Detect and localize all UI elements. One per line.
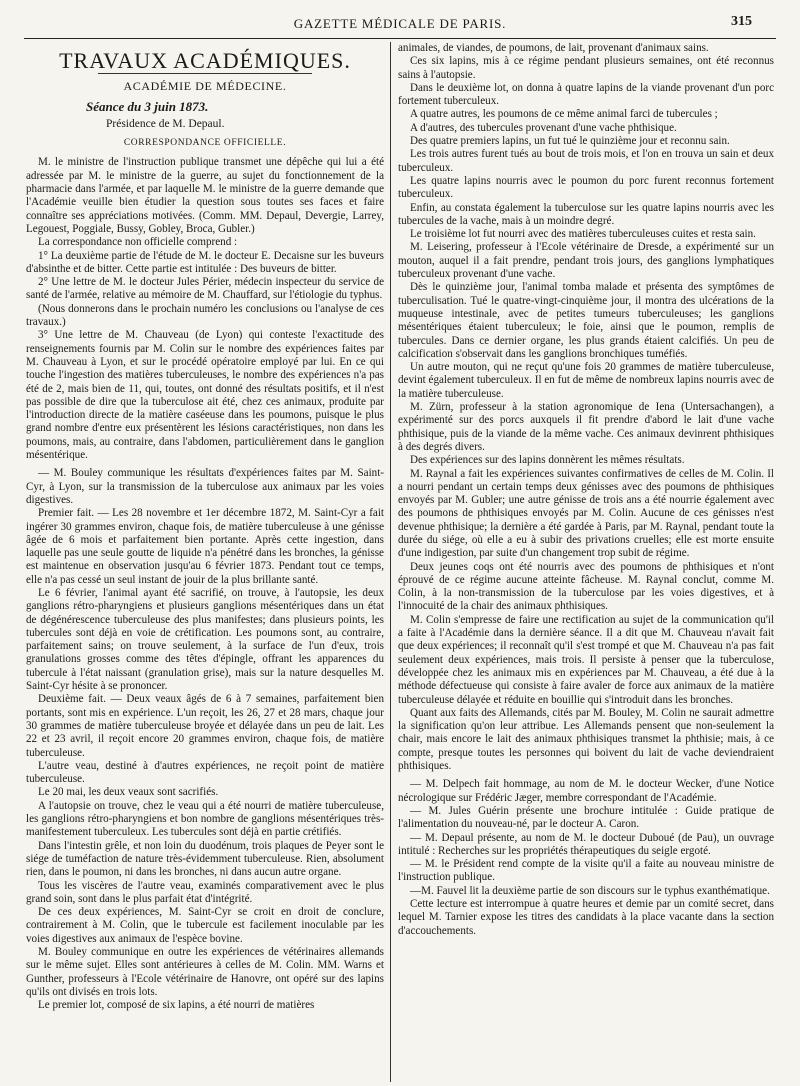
- paragraph: A l'autopsie on trouve, chez le veau qui a été nourri de matière tuberculeuse, les ganglions rétro-pharyngiens et bon nombre de ganglions mésentériques très-manifestement tuberculeux. Les tubercules sont déjà en partie crétifiés.: [26, 799, 384, 839]
- paragraph: Tous les viscères de l'autre veau, examinés comparativement avec le plus grand soin, sont dans le plus parfait état d'intégrité.: [26, 879, 384, 905]
- running-title: GAZETTE MÉDICALE DE PARIS.: [293, 16, 507, 31]
- paragraph: M. le ministre de l'instruction publique transmet une dépêche qui lui a été adressée par M. le ministre de la guerre, au sujet du fonctionnement de la pharmacie dans l'armée, et par laquelle M. le ministre de la guerre demande que l'Académie veuille bien étudier la question sous toutes ses faces et faire connaître ses appréciations motivées. (Comm. MM. Depaul, Devergie, Larrey, Legouest, Poggiale, Bussy, Gobley, Broca, Gubler.): [26, 156, 384, 235]
- paragraph: 3° Une lettre de M. Chauveau (de Lyon) qui conteste l'exactitude des renseignements fournis par M. Colin sur le nombre des expériences faites par M. Chauveau à Lyon, et sur le procédé opératoire employé par lui. En ce qui touche l'ingestion des matières tuberculeuses, le nombre des expériences n'a pas été de 2, mais bien de 11, qui, toutes, ont donné des résultats positifs, et il n'est pas possible de dire que la tuberculose ait été, chez ces animaux, produite par l'introduction directe de la matière caséeuse dans les poumons, puisque le plus grand nombre d'entre eux présentèrent les lésions caractéristiques, non dans les poumons, mais, au contraire, dans l'abdomen, particulièrement dans le ganglion mésentérique.: [26, 329, 384, 462]
- paragraph: 2° Une lettre de M. le docteur Jules Périer, médecin inspecteur du service de santé de l'armée, relative au mémoire de M. Chauffard, sur l'étiologie du typhus.: [26, 276, 384, 302]
- academy-heading: ACADÉMIE DE MÉDECINE.: [123, 79, 287, 94]
- paragraph: Le troisième lot fut nourri avec des matières tuberculeuses cuites et resta sain.: [410, 228, 756, 241]
- paragraph: Quant aux faits des Allemands, cités par M. Bouley, M. Colin ne saurait admettre la signification qu'on leur attribue. Les Allemands pensent que non-seulement la chair, mais encore le lait des animaux phthisiques transmet la phthisie; mais, à ce compte, presque toutes les personnes qui boivent du lait de vache deviendraient phthisiques.: [398, 706, 774, 773]
- presidency-line: Présidence de M. Depaul.: [106, 117, 225, 130]
- paragraph: A d'autres, des tubercules provenant d'une vache phthisique.: [410, 121, 677, 134]
- paragraph: M. Colin s'empresse de faire une rectification au sujet de la communication qu'il a faite à l'Académie dans la dernière séance. Il a dit que M. Chauveau n'avait fait que deux expériences; il reconnaît qu'il s'est trompé et que M. Chauveau n'a pas fait seulement deux expériences, mais trois. Il persiste à penser que la tuberculose, développée chez les animaux mis en expériences par M. Chauveau, a été due à la méthode défectueuse qui consiste à faire avaler de force aux animaux de la matière tuberculeuse délayée et réduite en bouillie qui s'introduit dans les bronches.: [398, 613, 774, 706]
- paragraph: La correspondance non officielle comprend :: [38, 236, 238, 249]
- paragraph: — M. Jules Guérin présente une brochure intitulée : Guide pratique de l'alimentation du nouveau-né, par le docteur A. Caron.: [398, 804, 774, 831]
- paragraph: Enfin, au constata également la tuberculose sur les quatre lapins nourris avec les tubercules de la vache, mais à un moindre degré.: [398, 201, 774, 227]
- session-date: Séance du 3 juin 1873.: [86, 98, 209, 114]
- paragraph: — M. le Président rend compte de la visite qu'il a faite au nouveau ministre de l'instruction publique.: [398, 858, 774, 884]
- paragraph: Un autre mouton, qui ne reçut qu'une fois 20 grammes de matière tuberculeuse, devint également tuberculeux. Il en fut de même de nombreux lapins nourris avec de la matière tuberculeuse.: [398, 361, 774, 400]
- paragraph: Dès le quinzième jour, l'animal tomba malade et présenta des symptômes de tuberculisation. Tué le quatre-vingt-cinquième jour, il montra des ulcérations de la muqueuse intestinale, avec de petites tumeurs tuberculeuses; les ganglions mésentériques étaient tuberculeux; le foie, ainsi que le poumon, remplis de tubercules. Dans ce dernier organe, les plus grands étaient calcifiés. Un peu de calcification s'observait dans les ganglions bronchiques tuméfiés.: [398, 281, 774, 360]
- paragraph: Des quatre premiers lapins, un fut tué le quinzième jour et reconnu sain.: [410, 135, 730, 148]
- paragraph: Le 20 mai, les deux veaux sont sacrifiés.: [38, 786, 219, 799]
- correspondence-heading: CORRESPONDANCE OFFICIELLE.: [123, 138, 287, 149]
- paragraph: Premier fait. — Les 28 novembre et 1er décembre 1872, M. Saint-Cyr a fait ingérer 30 grammes environ, chaque fois, de matière tuberculeuse à une génisse âgée de 6 mois et parfaitement bien portante. Après cette ingestion, dans laquelle pas une seule goutte de liquide n'a pénétré dans les bronches, la génisse est maintenue en observation jusqu'au 6 février 1873. Pendant tout ce temps, elle n'a pas cessé un seul instant de jouir de la plus brillante santé.: [26, 507, 384, 586]
- paragraph: (Nous donnerons dans le prochain numéro les conclusions ou l'analyse de ces travaux.): [26, 302, 384, 329]
- paragraph: Deux jeunes coqs ont été nourris avec des poumons de phthisiques et n'ont éprouvé de ce régime aucune atteinte fâcheuse. M. Raynal conclut, comme M. Colin, à la non-transmission de la tuberculose par les voies digestives, et à l'innocuité de la chair des animaux phthisiques.: [398, 560, 774, 613]
- header-rule: [24, 38, 776, 39]
- paragraph: 1° La deuxième partie de l'étude de M. le docteur E. Decaisne sur les buveurs d'absinthe et de bitter. Cette partie est intitulée : Des buveurs de bitter.: [26, 249, 384, 275]
- page-header: [0, 0, 800, 44]
- paragraph: — M. Depaul présente, au nom de M. le docteur Duboué (de Pau), un ouvrage intitulé : Recherches sur les propriétés thérapeutiques du seigle ergoté.: [398, 831, 774, 857]
- paragraph: M. Zürn, professeur à la station agronomique de Iena (Untersachangen), a expérimenté sur des porcs auxquels il fit prendre d'abord le lait d'une vache phthisique, puis de la viande de la même vache. Ces animaux devinrent phthisiques à des degrés divers.: [398, 401, 774, 453]
- paragraph: M. Bouley communique en outre les expériences de vétérinaires allemands sur le même sujet. Elles sont antérieures à celles de M. Colin. MM. Warns et Gunther, professeurs à l'Ecole vétérinaire de Hanovre, ont opéré sur des lapins qu'ils ont divisés en trois lots.: [26, 946, 384, 998]
- paragraph: M. Raynal a fait les expériences suivantes confirmatives de celles de M. Colin. Il a nourri pendant un certain temps deux génisses avec des poumons de phthisiques envoyés par M. Gubler; une autre génisse de trois ans a été nourrie également avec des poumons de phthisiques envoyés par M. Colin. Aucune de ces génisses n'est devenue phthisique; la dernière a été gardée à Paris, par M. Raynal, pendant toute la durée du siége, où elle a eu à subir des privations cruelles; elle est morte ensuite d'une indigestion, par suite d'un changement trop subit de régime.: [398, 467, 774, 560]
- paragraph: L'autre veau, destiné à d'autres expériences, ne reçoit point de matière tuberculeuse.: [26, 759, 384, 786]
- title-rule: [98, 73, 313, 74]
- section-title: TRAVAUX ACADÉMIQUES.: [59, 48, 351, 73]
- paragraph: Dans le deuxième lot, on donna à quatre lapins de la viande provenant d'un porc fortement tuberculeux.: [398, 81, 774, 108]
- right-column: [398, 42, 774, 1082]
- page-number: 315: [731, 14, 752, 29]
- paragraph: Dans l'intestin grêle, et non loin du duodénum, trois plaques de Peyer sont le siége de tuméfaction de nature très-évidemment tuberculeuse. Rien, absolument rien, dans le poumon, ni dans les bronches, ni dans aucun autre organe.: [26, 839, 384, 879]
- paragraph: Les trois autres furent tués au bout de trois mois, et l'on en trouva un sain et deux tuberculeux.: [398, 148, 774, 174]
- paragraph: animales, de viandes, de poumons, de lait, provenant d'animaux sains.: [398, 42, 709, 54]
- paragraph: Ces six lapins, mis à ce régime pendant plusieurs semaines, ont été reconnus sains à l'autopsie.: [398, 55, 774, 81]
- paragraph: A quatre autres, les poumons de ce même animal farci de tubercules ;: [410, 108, 718, 121]
- paragraph: Deuxième fait. — Deux veaux âgés de 6 à 7 semaines, parfaitement bien portants, sont mis en expérience. L'un reçoit, les 26, 27 et 28 mars, chaque jour 30 grammes de matière tuberculeuse broyée et délayée dans un peu de lait. Les 22 et 23 avril, il reçoit encore 20 grammes environ, chaque fois, de matière tuberculeuse.: [26, 693, 384, 759]
- paragraph: M. Leisering, professeur à l'Ecole vétérinaire de Dresde, a expérimenté sur un mouton, auquel il a fait prendre, pendant trois jours, des ganglions lymphatiques tuberculeux provenant d'une vache.: [398, 241, 774, 281]
- paragraph: Le 6 février, l'animal ayant été sacrifié, on trouve, à l'autopsie, les deux ganglions rétro-pharyngiens et plusieurs ganglions mésentériques dans un état de dégénérescence tuberculeuse des plus manifestes; dans plusieurs points, les tubercules sont déjà en voie de crétification. Les poumons sont, au contraire, parfaitement sains; on trouve seulement, à la surface de l'un d'eux, trois granulations grosses comme des têtes d'épingle, offrant les apparences du tubercule à l'état naissant (granulation grise), mais sur la nature desquelles M. Saint-Cyr hésite à se prononcer.: [26, 586, 384, 693]
- paragraph: Le premier lot, composé de six lapins, a été nourri de matières: [38, 999, 315, 1012]
- paragraph: Les quatre lapins nourris avec le poumon du porc furent reconnus fortement tuberculeux.: [398, 174, 774, 201]
- left-column: [26, 42, 384, 1082]
- paragraph: Des expériences sur des lapins donnèrent les mêmes résultats.: [410, 454, 685, 467]
- paragraph: —M. Fauvel lit la deuxième partie de son discours sur le typhus exanthématique.: [410, 884, 770, 897]
- paragraph: — M. Delpech fait hommage, au nom de M. le docteur Wecker, d'une Notice nécrologique sur Frédéric Jæger, membre correspondant de l'Académie.: [398, 778, 774, 804]
- paragraph: — M. Bouley communique les résultats d'expériences faites par M. Saint-Cyr, à Lyon, sur la transmission de la tuberculose aux animaux par les voies digestives.: [26, 467, 384, 506]
- paragraph: Cette lecture est interrompue à quatre heures et demie par un comité secret, dans lequel M. Tarnier expose les titres des candidats à la place vacante dans la section d'accouchements.: [398, 898, 774, 937]
- column-divider: [390, 42, 391, 1082]
- paragraph: De ces deux expériences, M. Saint-Cyr se croit en droit de conclure, contrairement à M. Colin, que le tubercule est facilement inoculable par les voies digestives aux animaux de l'espèce bovine.: [26, 906, 384, 945]
